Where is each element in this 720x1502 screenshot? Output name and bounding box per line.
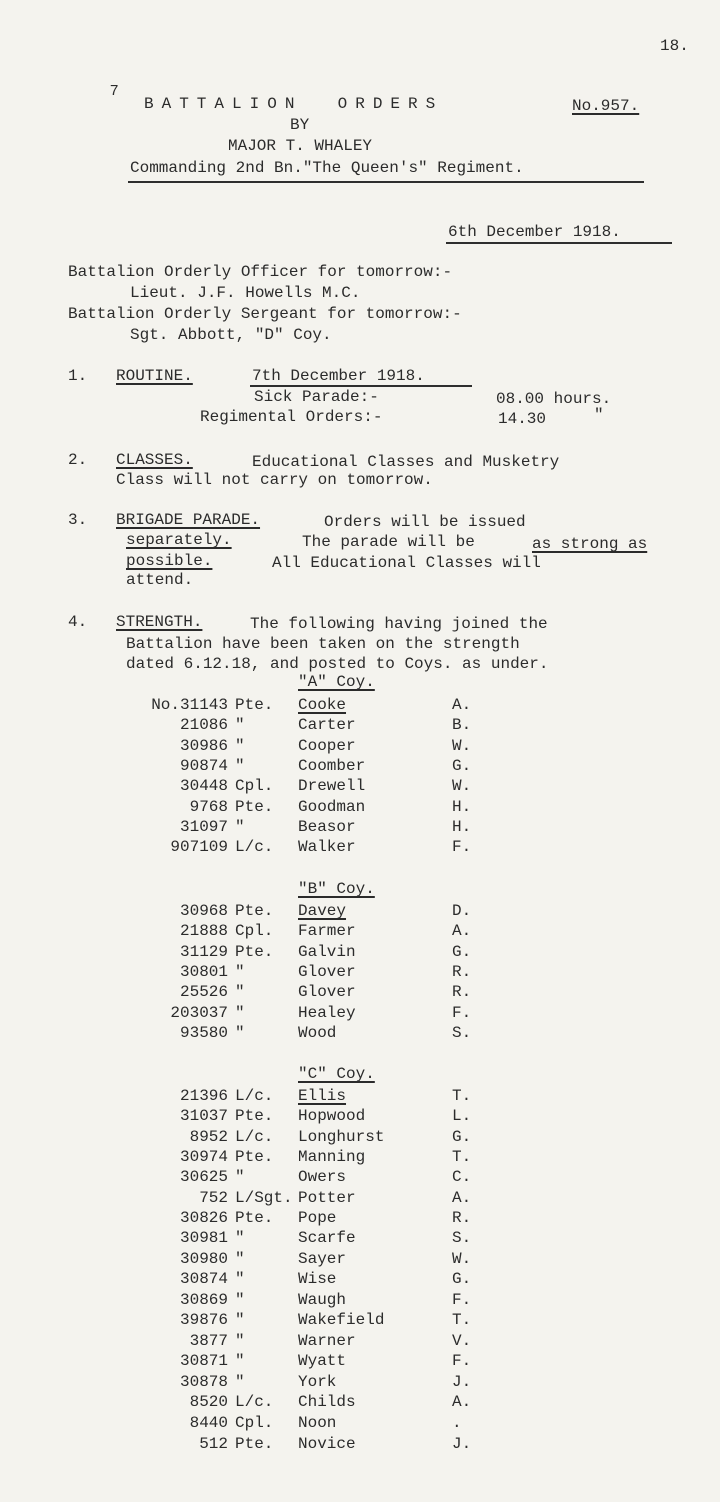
rank: Cpl.: [235, 777, 274, 795]
posted-coy: J.: [452, 1373, 472, 1391]
table-row: [110, 1373, 490, 1393]
soldier-name: Pope: [298, 1209, 337, 1227]
rank: ": [235, 716, 245, 734]
service-number: 30625: [179, 1168, 228, 1186]
coy-a-heading: "A" Coy.: [298, 673, 375, 691]
service-number: 30869: [179, 1291, 228, 1309]
posted-coy: F.: [452, 1004, 472, 1022]
table-row: [110, 1250, 490, 1270]
table-row: [110, 1087, 490, 1107]
rank: ": [235, 757, 245, 775]
item-4-heading: STRENGTH.: [116, 613, 203, 631]
table-row: [110, 1393, 490, 1413]
posted-coy: S.: [452, 1229, 472, 1247]
soldier-name: Cooper: [298, 737, 356, 755]
service-number: 21396: [179, 1087, 228, 1105]
rank: L/c.: [235, 1128, 274, 1146]
soldier-name: Beasor: [298, 818, 356, 836]
posted-coy: R.: [452, 1209, 472, 1227]
soldier-name: Potter: [298, 1189, 356, 1207]
posted-coy: H.: [452, 818, 472, 836]
posted-coy: G.: [452, 757, 472, 775]
sick-parade-time: 08.00 hours.: [496, 390, 612, 408]
soldier-name: Davey: [298, 902, 347, 920]
item-2-heading: CLASSES.: [116, 451, 193, 469]
service-number: 9768: [189, 798, 228, 816]
classes-line-1: Educational Classes and Musketry: [252, 453, 560, 471]
table-row: [110, 1270, 490, 1290]
rank: ": [235, 1004, 245, 1022]
rank: Pte.: [235, 696, 274, 714]
soldier-name: Childs: [298, 1393, 356, 1411]
posted-coy: R.: [452, 963, 472, 981]
service-number: 21888: [179, 922, 228, 940]
rank: ": [235, 1352, 245, 1370]
table-row: [110, 1414, 490, 1434]
posted-coy: T.: [452, 1087, 472, 1105]
rank: Cpl.: [235, 922, 274, 940]
officer-name: MAJOR T. WHALEY: [228, 137, 373, 155]
posted-coy: B.: [452, 716, 472, 734]
rank: Pte.: [235, 1209, 274, 1227]
posted-coy: C.: [452, 1168, 472, 1186]
service-number: 8440: [189, 1414, 228, 1432]
rank: ": [235, 1311, 245, 1329]
posted-coy: S.: [452, 1024, 472, 1042]
service-number: No.31143: [151, 696, 228, 714]
posted-coy: W.: [452, 1250, 472, 1268]
order-number: No.957.: [572, 97, 640, 115]
service-number: 93580: [179, 1024, 228, 1042]
soldier-name: Waugh: [298, 1291, 347, 1309]
table-row: [110, 943, 490, 963]
orders-title: BATTALION ORDERS: [144, 95, 444, 113]
regimental-orders-label: Regimental Orders:-: [200, 408, 383, 426]
table-row: [110, 1128, 490, 1148]
posted-coy: W.: [452, 777, 472, 795]
date-underline: [446, 242, 672, 244]
soldier-name: Glover: [298, 963, 356, 981]
posted-coy: A.: [452, 1393, 472, 1411]
soldier-name: Wyatt: [298, 1352, 347, 1370]
service-number: 752: [199, 1189, 228, 1207]
rank: ": [235, 1024, 245, 1042]
soldier-name: Scarfe: [298, 1229, 356, 1247]
service-number: 30974: [179, 1148, 228, 1166]
rank: ": [235, 1168, 245, 1186]
service-number: 8952: [189, 1128, 228, 1146]
soldier-name: Glover: [298, 983, 356, 1001]
table-row: [110, 1004, 490, 1024]
soldier-name: Walker: [298, 838, 356, 856]
service-number: 30878: [179, 1373, 228, 1391]
soldier-name: Carter: [298, 716, 356, 734]
soldier-name: York: [298, 1373, 337, 1391]
soldier-name: Manning: [298, 1148, 366, 1166]
table-row: [110, 838, 490, 858]
service-number: 30968: [179, 902, 228, 920]
table-row: [110, 963, 490, 983]
service-number: 31129: [179, 943, 228, 961]
rank: Cpl.: [235, 1414, 274, 1432]
posted-coy: W.: [452, 737, 472, 755]
classes-line-2: Class will not carry on tomorrow.: [116, 471, 433, 489]
posted-coy: T.: [452, 1311, 472, 1329]
brigade-separately: separately.: [126, 531, 232, 549]
table-row: [110, 1332, 490, 1352]
table-row: [110, 922, 490, 942]
brigade-possible: possible.: [126, 552, 213, 570]
regimental-orders-time: 14.30: [498, 410, 547, 428]
order-date: 6th December 1918.: [448, 223, 621, 241]
table-row: [110, 777, 490, 797]
rank: Pte.: [235, 943, 274, 961]
service-number: 90874: [179, 757, 228, 775]
table-row: [110, 1352, 490, 1372]
rank: ": [235, 1270, 245, 1288]
orderly-officer-name: Lieut. J.F. Howells M.C.: [130, 284, 361, 302]
soldier-name: Drewell: [298, 777, 366, 795]
rank: ": [235, 1229, 245, 1247]
table-row: [110, 696, 490, 716]
table-row: [110, 902, 490, 922]
ditto-mark: ": [594, 406, 604, 424]
soldier-name: Goodman: [298, 798, 366, 816]
posted-coy: .: [452, 1414, 462, 1432]
rank: L/Sgt.: [235, 1189, 293, 1207]
table-row: [110, 1209, 490, 1229]
strength-line-2: Battalion have been taken on the strength: [126, 635, 520, 653]
soldier-name: Hopwood: [298, 1107, 366, 1125]
brigade-line-2: The parade will be: [302, 533, 475, 551]
service-number: 512: [199, 1435, 228, 1453]
soldier-name: Owers: [298, 1168, 347, 1186]
soldier-name: Healey: [298, 1004, 356, 1022]
command-underline: [128, 181, 644, 183]
soldier-name: Warner: [298, 1332, 356, 1350]
item-1-heading: ROUTINE.: [116, 367, 193, 385]
coy-b-heading: "B" Coy.: [298, 880, 375, 898]
table-row: [110, 1311, 490, 1331]
rank: L/c.: [235, 1393, 274, 1411]
orderly-sergeant-label: Battalion Orderly Sergeant for tomorrow:-: [68, 305, 462, 323]
rank: Pte.: [235, 1148, 274, 1166]
posted-coy: G.: [452, 1270, 472, 1288]
routine-date: 7th December 1918.: [252, 367, 425, 385]
posted-coy: F.: [452, 838, 472, 856]
strength-line-3: dated 6.12.18, and posted to Coys. as under.: [126, 655, 549, 673]
posted-coy: D.: [452, 902, 472, 920]
posted-coy: F.: [452, 1291, 472, 1309]
item-2-number: 2.: [68, 451, 88, 469]
rank: ": [235, 963, 245, 981]
item-4-number: 4.: [68, 613, 88, 631]
service-number: 203037: [170, 1004, 228, 1022]
table-row: [110, 1291, 490, 1311]
item-1-number: 1.: [68, 367, 88, 385]
service-number: 8520: [189, 1393, 228, 1411]
soldier-name: Longhurst: [298, 1128, 385, 1146]
table-row: [110, 1107, 490, 1127]
table-row: [110, 818, 490, 838]
item-3-heading: BRIGADE PARADE.: [116, 511, 261, 529]
service-number: 25526: [179, 983, 228, 1001]
sick-parade-label: Sick Parade:-: [254, 388, 379, 406]
by-line: BY: [290, 116, 310, 134]
soldier-name: Ellis: [298, 1087, 347, 1105]
posted-coy: J.: [452, 1435, 472, 1453]
table-row: [110, 1435, 490, 1455]
rank: ": [235, 983, 245, 1001]
service-number: 30874: [179, 1270, 228, 1288]
soldier-name: Galvin: [298, 943, 356, 961]
rank: Pte.: [235, 1435, 274, 1453]
soldier-name: Noon: [298, 1414, 337, 1432]
table-row: [110, 798, 490, 818]
service-number: 907109: [170, 838, 228, 856]
rank: ": [235, 818, 245, 836]
brigade-strong: as strong as: [532, 535, 648, 553]
table-row: [110, 757, 490, 777]
rank: ": [235, 1332, 245, 1350]
service-number: 30801: [179, 963, 228, 981]
rank: Pte.: [235, 1107, 274, 1125]
service-number: 30826: [179, 1209, 228, 1227]
posted-coy: A.: [452, 696, 472, 714]
service-number: 30871: [179, 1352, 228, 1370]
brigade-line-4: attend.: [126, 571, 194, 589]
item-3-number: 3.: [68, 511, 88, 529]
rank: Pte.: [235, 798, 274, 816]
posted-coy: L.: [452, 1107, 472, 1125]
table-row: [110, 1148, 490, 1168]
service-number: 30981: [179, 1229, 228, 1247]
soldier-name: Novice: [298, 1435, 356, 1453]
posted-coy: R.: [452, 983, 472, 1001]
service-number: 31037: [179, 1107, 228, 1125]
service-number: 3877: [189, 1332, 228, 1350]
soldier-name: Wise: [298, 1270, 337, 1288]
table-row: [110, 1168, 490, 1188]
posted-coy: T.: [452, 1148, 472, 1166]
rank: ": [235, 737, 245, 755]
rank: L/c.: [235, 1087, 274, 1105]
rank: ": [235, 1250, 245, 1268]
service-number: 30986: [179, 737, 228, 755]
service-number: 30980: [179, 1250, 228, 1268]
service-number: 21086: [179, 716, 228, 734]
table-row: [110, 1024, 490, 1044]
soldier-name: Cooke: [298, 696, 347, 714]
service-number: 39876: [179, 1311, 228, 1329]
posted-coy: F.: [452, 1352, 472, 1370]
rank: L/c.: [235, 838, 274, 856]
posted-coy: G.: [452, 943, 472, 961]
strength-line-1: The following having joined the: [250, 615, 548, 633]
table-row: [110, 1189, 490, 1209]
table-row: [110, 1229, 490, 1249]
soldier-name: Farmer: [298, 922, 356, 940]
margin-mark: 7: [110, 82, 119, 99]
posted-coy: V.: [452, 1332, 472, 1350]
orderly-officer-label: Battalion Orderly Officer for tomorrow:-: [68, 263, 453, 281]
coy-c-heading: "C" Coy.: [298, 1065, 375, 1083]
posted-coy: A.: [452, 922, 472, 940]
orderly-sergeant-name: Sgt. Abbott, "D" Coy.: [130, 326, 332, 344]
soldier-name: Wakefield: [298, 1311, 385, 1329]
posted-coy: A.: [452, 1189, 472, 1207]
soldier-name: Sayer: [298, 1250, 347, 1268]
brigade-line-3: All Educational Classes will: [272, 554, 541, 572]
table-row: [110, 983, 490, 1003]
rank: ": [235, 1373, 245, 1391]
service-number: 30448: [179, 777, 228, 795]
posted-coy: H.: [452, 798, 472, 816]
brigade-line-1: Orders will be issued: [324, 513, 526, 531]
rank: Pte.: [235, 902, 274, 920]
table-row: [110, 737, 490, 757]
service-number: 31097: [179, 818, 228, 836]
rank: ": [235, 1291, 245, 1309]
soldier-name: Wood: [298, 1024, 337, 1042]
posted-coy: G.: [452, 1128, 472, 1146]
soldier-name: Coomber: [298, 757, 366, 775]
table-row: [110, 716, 490, 736]
command-line: Commanding 2nd Bn."The Queen's" Regiment.: [130, 159, 524, 177]
page-number: 18.: [660, 37, 689, 55]
